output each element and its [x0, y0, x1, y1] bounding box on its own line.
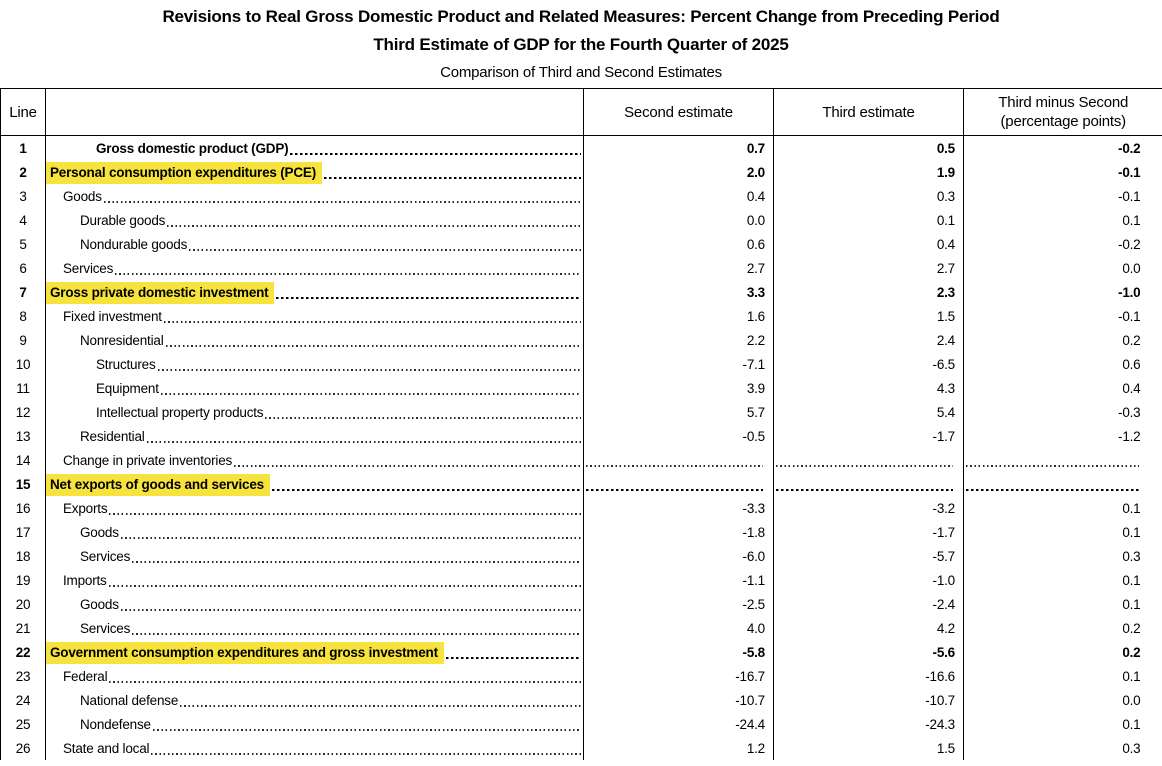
third-estimate-value: 0.4	[774, 232, 964, 256]
row-description	[46, 352, 584, 376]
third-estimate-value: -1.7	[774, 520, 964, 544]
third-estimate-value: 4.2	[774, 616, 964, 640]
table-row	[1, 304, 1162, 328]
second-estimate-value: 0.6	[584, 232, 774, 256]
second-estimate-value: -5.8	[584, 640, 774, 664]
third-minus-second-value: 0.2	[964, 328, 1162, 352]
third-minus-second-value: 0.6	[964, 352, 1162, 376]
row-description	[46, 592, 584, 616]
row-label: Goods	[63, 185, 102, 208]
row-description	[46, 376, 584, 400]
dot-leader	[276, 297, 581, 300]
row-description	[46, 616, 584, 640]
third-estimate-value: 2.4	[774, 328, 964, 352]
second-estimate-value: 5.7	[584, 400, 774, 424]
third-minus-second-value: -0.3	[964, 400, 1162, 424]
second-estimate-value: 2.0	[584, 160, 774, 184]
third-minus-second-value: -1.0	[964, 280, 1162, 304]
table-row	[1, 664, 1162, 688]
third-minus-second-value: 0.3	[964, 736, 1162, 760]
third-estimate-value: 1.5	[774, 304, 964, 328]
line-number: 4	[1, 208, 46, 232]
row-description	[46, 280, 584, 304]
dot-leader	[121, 609, 581, 611]
row-label-highlighted: Personal consumption expenditures (PCE)	[46, 162, 322, 184]
row-description	[46, 328, 584, 352]
row-label: Nondurable goods	[80, 233, 187, 256]
table-row	[1, 640, 1162, 664]
dot-leader	[161, 393, 581, 395]
line-number: 25	[1, 712, 46, 736]
third-estimate-value: -16.6	[774, 664, 964, 688]
table-row	[1, 448, 1162, 472]
third-minus-second-value: 0.4	[964, 376, 1162, 400]
second-estimate-value: -7.1	[584, 352, 774, 376]
header-line: Line	[1, 89, 46, 136]
table-row	[1, 592, 1162, 616]
line-number: 19	[1, 568, 46, 592]
second-estimate-value: -24.4	[584, 712, 774, 736]
third-estimate-value: -3.2	[774, 496, 964, 520]
row-label-highlighted: Net exports of goods and services	[46, 474, 270, 496]
dot-leader	[121, 537, 581, 539]
second-estimate-value: -2.5	[584, 592, 774, 616]
row-description	[46, 184, 584, 208]
table-row	[1, 520, 1162, 544]
second-estimate-value: -0.5	[584, 424, 774, 448]
line-number: 10	[1, 352, 46, 376]
row-label-highlighted: Gross private domestic investment	[46, 282, 274, 304]
header-description	[46, 89, 584, 136]
dot-leader	[290, 153, 581, 156]
dot-leader	[446, 657, 581, 660]
row-description	[46, 640, 584, 664]
dot-leader	[104, 201, 581, 203]
third-minus-second-value: 0.1	[964, 568, 1162, 592]
dot-leader	[272, 489, 581, 492]
line-number: 12	[1, 400, 46, 424]
row-description	[46, 568, 584, 592]
table-row	[1, 736, 1162, 760]
table-header-row	[1, 89, 1162, 136]
line-number: 21	[1, 616, 46, 640]
line-number: 9	[1, 328, 46, 352]
row-description	[46, 400, 584, 424]
third-estimate-value	[774, 448, 964, 472]
table-row	[1, 496, 1162, 520]
third-estimate-value: 0.5	[774, 136, 964, 161]
dot-leader	[115, 273, 581, 275]
row-description	[46, 256, 584, 280]
table-row	[1, 544, 1162, 568]
row-description	[46, 472, 584, 496]
row-label: Federal	[63, 665, 107, 688]
row-description	[46, 232, 584, 256]
report-subtitle: Comparison of Third and Second Estimates	[0, 64, 1162, 82]
row-label: Fixed investment	[63, 305, 162, 328]
third-estimate-value: 4.3	[774, 376, 964, 400]
line-number: 1	[1, 136, 46, 161]
third-estimate-value: -5.6	[774, 640, 964, 664]
line-number: 15	[1, 472, 46, 496]
line-number: 7	[1, 280, 46, 304]
second-estimate-value: -16.7	[584, 664, 774, 688]
row-label: Equipment	[96, 377, 159, 400]
third-estimate-value: 0.3	[774, 184, 964, 208]
third-minus-second-value: 0.2	[964, 616, 1162, 640]
line-number: 18	[1, 544, 46, 568]
dot-leader	[966, 489, 1139, 492]
header-third-estimate: Third estimate	[774, 89, 964, 136]
revisions-table	[0, 88, 1162, 760]
line-number: 13	[1, 424, 46, 448]
row-description	[46, 688, 584, 712]
dot-leader	[586, 465, 763, 467]
row-label: Durable goods	[80, 209, 165, 232]
row-label: Goods	[80, 521, 119, 544]
second-estimate-value: 0.0	[584, 208, 774, 232]
table-row	[1, 352, 1162, 376]
table-row	[1, 376, 1162, 400]
row-label: State and local	[63, 737, 149, 760]
line-number: 20	[1, 592, 46, 616]
header-diff-line2: (percentage points)	[964, 112, 1162, 131]
line-number: 5	[1, 232, 46, 256]
table-row	[1, 568, 1162, 592]
table-row	[1, 136, 1162, 161]
third-minus-second-value: 0.2	[964, 640, 1162, 664]
report-title-line1: Revisions to Real Gross Domestic Product and Related Measures: Percent Change from Preceding Period	[0, 6, 1162, 28]
row-label: Structures	[96, 353, 156, 376]
second-estimate-value	[584, 448, 774, 472]
line-number: 3	[1, 184, 46, 208]
third-minus-second-value: -0.1	[964, 304, 1162, 328]
table-row	[1, 328, 1162, 352]
report-page	[0, 6, 1162, 760]
table-row	[1, 400, 1162, 424]
dot-leader	[109, 681, 581, 683]
third-minus-second-value: 0.1	[964, 520, 1162, 544]
third-minus-second-value: 0.1	[964, 712, 1162, 736]
second-estimate-value: -1.8	[584, 520, 774, 544]
third-minus-second-value	[964, 472, 1162, 496]
row-label: National defense	[80, 689, 178, 712]
second-estimate-value: -6.0	[584, 544, 774, 568]
dot-leader	[180, 705, 581, 707]
dot-leader	[166, 345, 582, 347]
line-number: 24	[1, 688, 46, 712]
third-estimate-value: -5.7	[774, 544, 964, 568]
third-estimate-value: 2.7	[774, 256, 964, 280]
dot-leader	[109, 513, 581, 515]
row-label: Services	[80, 545, 130, 568]
row-description	[46, 496, 584, 520]
table-row	[1, 424, 1162, 448]
table-row	[1, 256, 1162, 280]
third-minus-second-value	[964, 448, 1162, 472]
row-label: Intellectual property products	[96, 401, 263, 424]
dot-leader	[324, 177, 581, 180]
line-number: 23	[1, 664, 46, 688]
row-label: Change in private inventories	[63, 449, 232, 472]
line-number: 8	[1, 304, 46, 328]
table-row	[1, 616, 1162, 640]
row-label-highlighted: Government consumption expenditures and gross investment	[46, 642, 444, 664]
dot-leader	[147, 441, 581, 443]
dot-leader	[167, 225, 581, 227]
line-number: 2	[1, 160, 46, 184]
second-estimate-value: 3.3	[584, 280, 774, 304]
row-description	[46, 448, 584, 472]
line-number: 6	[1, 256, 46, 280]
third-estimate-value: 0.1	[774, 208, 964, 232]
row-label: Gross domestic product (GDP)	[96, 137, 288, 160]
third-estimate-value: -6.5	[774, 352, 964, 376]
dot-leader	[776, 489, 953, 492]
row-description	[46, 160, 584, 184]
dot-leader	[153, 729, 581, 731]
dot-leader	[164, 321, 581, 323]
row-description	[46, 208, 584, 232]
report-title-line2: Third Estimate of GDP for the Fourth Quarter of 2025	[0, 34, 1162, 56]
line-number: 17	[1, 520, 46, 544]
dot-leader	[189, 249, 581, 251]
row-description	[46, 136, 584, 161]
dot-leader	[132, 561, 581, 563]
line-number: 26	[1, 736, 46, 760]
dot-leader	[586, 489, 763, 492]
header-third-minus-second	[964, 89, 1162, 136]
table-row	[1, 160, 1162, 184]
row-label: Services	[80, 617, 130, 640]
second-estimate-value: 4.0	[584, 616, 774, 640]
second-estimate-value: -3.3	[584, 496, 774, 520]
dot-leader	[234, 465, 581, 467]
table-row	[1, 208, 1162, 232]
third-minus-second-value: 0.0	[964, 256, 1162, 280]
third-estimate-value: -1.0	[774, 568, 964, 592]
third-estimate-value: -24.3	[774, 712, 964, 736]
row-description	[46, 304, 584, 328]
line-number: 16	[1, 496, 46, 520]
row-description	[46, 712, 584, 736]
row-label: Exports	[63, 497, 107, 520]
table-row	[1, 688, 1162, 712]
row-description	[46, 424, 584, 448]
table-row	[1, 712, 1162, 736]
third-estimate-value: 1.9	[774, 160, 964, 184]
second-estimate-value: -1.1	[584, 568, 774, 592]
dot-leader	[109, 585, 581, 587]
second-estimate-value	[584, 472, 774, 496]
table-row	[1, 232, 1162, 256]
third-minus-second-value: 0.1	[964, 592, 1162, 616]
third-estimate-value: -1.7	[774, 424, 964, 448]
dot-leader	[151, 753, 581, 755]
row-description	[46, 544, 584, 568]
row-label: Residential	[80, 425, 145, 448]
dot-leader	[265, 417, 581, 419]
table-row	[1, 472, 1162, 496]
header-second-estimate: Second estimate	[584, 89, 774, 136]
third-estimate-value: -10.7	[774, 688, 964, 712]
dot-leader	[132, 633, 581, 635]
table-row	[1, 184, 1162, 208]
third-minus-second-value: 0.1	[964, 208, 1162, 232]
third-estimate-value	[774, 472, 964, 496]
third-minus-second-value: 0.1	[964, 664, 1162, 688]
second-estimate-value: 1.2	[584, 736, 774, 760]
row-label: Goods	[80, 593, 119, 616]
second-estimate-value: 2.2	[584, 328, 774, 352]
row-label: Nonresidential	[80, 329, 164, 352]
row-description	[46, 664, 584, 688]
line-number: 14	[1, 448, 46, 472]
third-estimate-value: 5.4	[774, 400, 964, 424]
third-minus-second-value: 0.0	[964, 688, 1162, 712]
line-number: 11	[1, 376, 46, 400]
third-estimate-value: 2.3	[774, 280, 964, 304]
third-minus-second-value: -0.2	[964, 136, 1162, 161]
third-minus-second-value: -0.1	[964, 160, 1162, 184]
third-minus-second-value: -0.1	[964, 184, 1162, 208]
third-minus-second-value: -0.2	[964, 232, 1162, 256]
row-label: Nondefense	[80, 713, 151, 736]
second-estimate-value: 0.4	[584, 184, 774, 208]
table-row	[1, 280, 1162, 304]
row-description	[46, 520, 584, 544]
row-label: Imports	[63, 569, 107, 592]
third-minus-second-value: 0.3	[964, 544, 1162, 568]
third-estimate-value: -2.4	[774, 592, 964, 616]
third-estimate-value: 1.5	[774, 736, 964, 760]
second-estimate-value: -10.7	[584, 688, 774, 712]
header-diff-line1: Third minus Second	[964, 93, 1162, 112]
line-number: 22	[1, 640, 46, 664]
row-label: Services	[63, 257, 113, 280]
second-estimate-value: 2.7	[584, 256, 774, 280]
dot-leader	[158, 369, 581, 371]
dot-leader	[966, 465, 1139, 467]
second-estimate-value: 3.9	[584, 376, 774, 400]
second-estimate-value: 0.7	[584, 136, 774, 161]
third-minus-second-value: 0.1	[964, 496, 1162, 520]
third-minus-second-value: -1.2	[964, 424, 1162, 448]
dot-leader	[776, 465, 953, 467]
second-estimate-value: 1.6	[584, 304, 774, 328]
row-description	[46, 736, 584, 760]
